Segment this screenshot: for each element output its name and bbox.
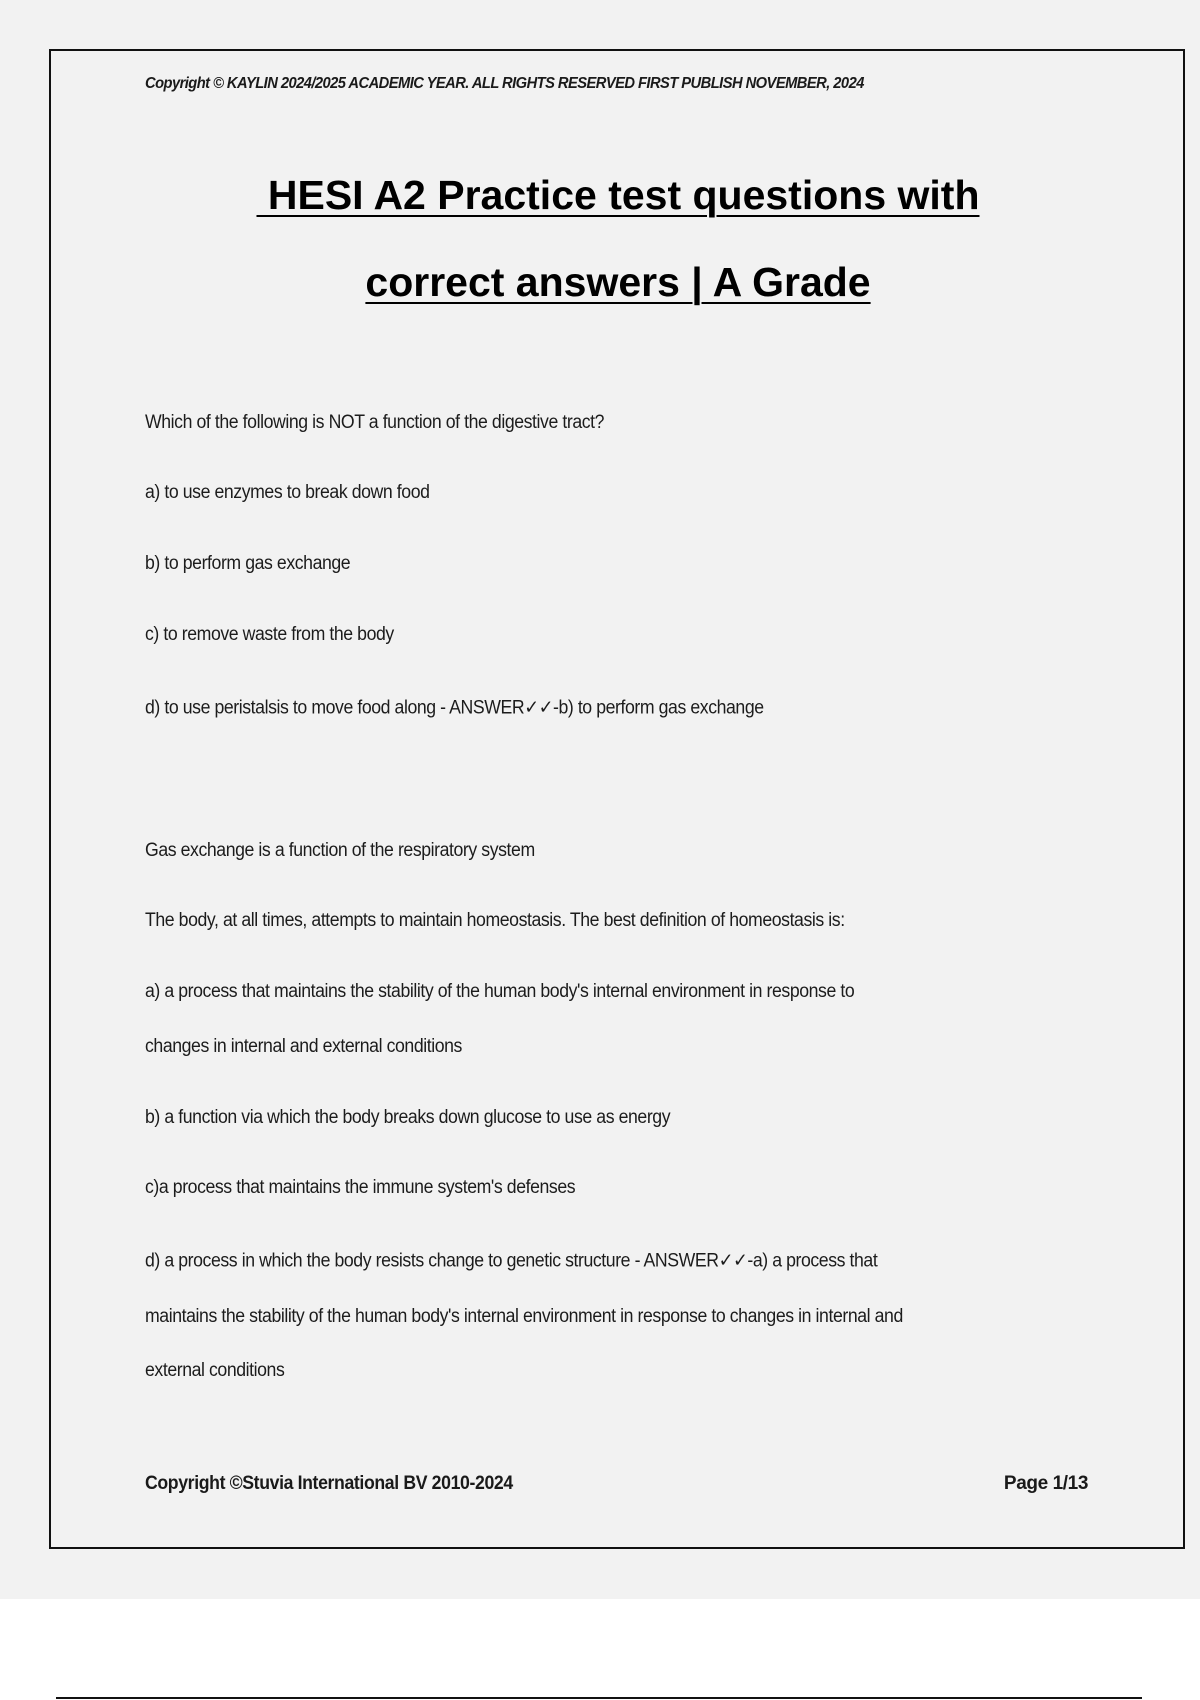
question-2-option-b: b) a function via which the body breaks down glucose to use as energy xyxy=(145,1107,671,1128)
page-number: Page 1/13 xyxy=(1003,1473,1088,1494)
question-2-option-a-line-2: changes in internal and external conditions xyxy=(145,1036,462,1057)
next-page-divider xyxy=(56,1697,1142,1699)
question-1-option-c: c) to remove waste from the body xyxy=(145,624,394,645)
question-2-text: The body, at all times, attempts to maintain homeostasis. The best definition of homeostasis is: xyxy=(145,910,845,931)
question-1-option-a: a) to use enzymes to break down food xyxy=(145,482,430,503)
title-text-2: correct answers | A Grade xyxy=(365,259,871,305)
page-title-line-1 xyxy=(0,172,1200,219)
title-text-1: HESI A2 Practice test questions with xyxy=(256,172,980,218)
question-2-option-c: c)a process that maintains the immune system's defenses xyxy=(145,1177,576,1198)
question-2-option-a-line-1: a) a process that maintains the stability of the human body's internal environment in response to xyxy=(145,981,855,1002)
question-2-option-d-answer-line-1: d) a process in which the body resists change to genetic structure - ANSWER✓✓-a) a process that xyxy=(145,1250,878,1272)
question-2-option-d-answer-line-3: external conditions xyxy=(145,1360,285,1381)
question-1-option-d-answer: d) to use peristalsis to move food along - ANSWER✓✓-b) to perform gas exchange xyxy=(145,697,764,719)
question-1-text: Which of the following is NOT a function of the digestive tract? xyxy=(145,412,605,433)
header-copyright: Copyright © KAYLIN 2024/2025 ACADEMIC YEAR. ALL RIGHTS RESERVED FIRST PUBLISH NOVEMBER, 2024 xyxy=(145,75,864,92)
footer-copyright: Copyright ©Stuvia International BV 2010-2024 xyxy=(145,1473,513,1494)
question-1-option-b: b) to perform gas exchange xyxy=(145,553,351,574)
question-2-option-d-answer-line-2: maintains the stability of the human body's internal environment in response to changes in internal and xyxy=(145,1306,903,1327)
page-title-line-2 xyxy=(0,259,1200,306)
question-1-rationale: Gas exchange is a function of the respiratory system xyxy=(145,840,535,861)
